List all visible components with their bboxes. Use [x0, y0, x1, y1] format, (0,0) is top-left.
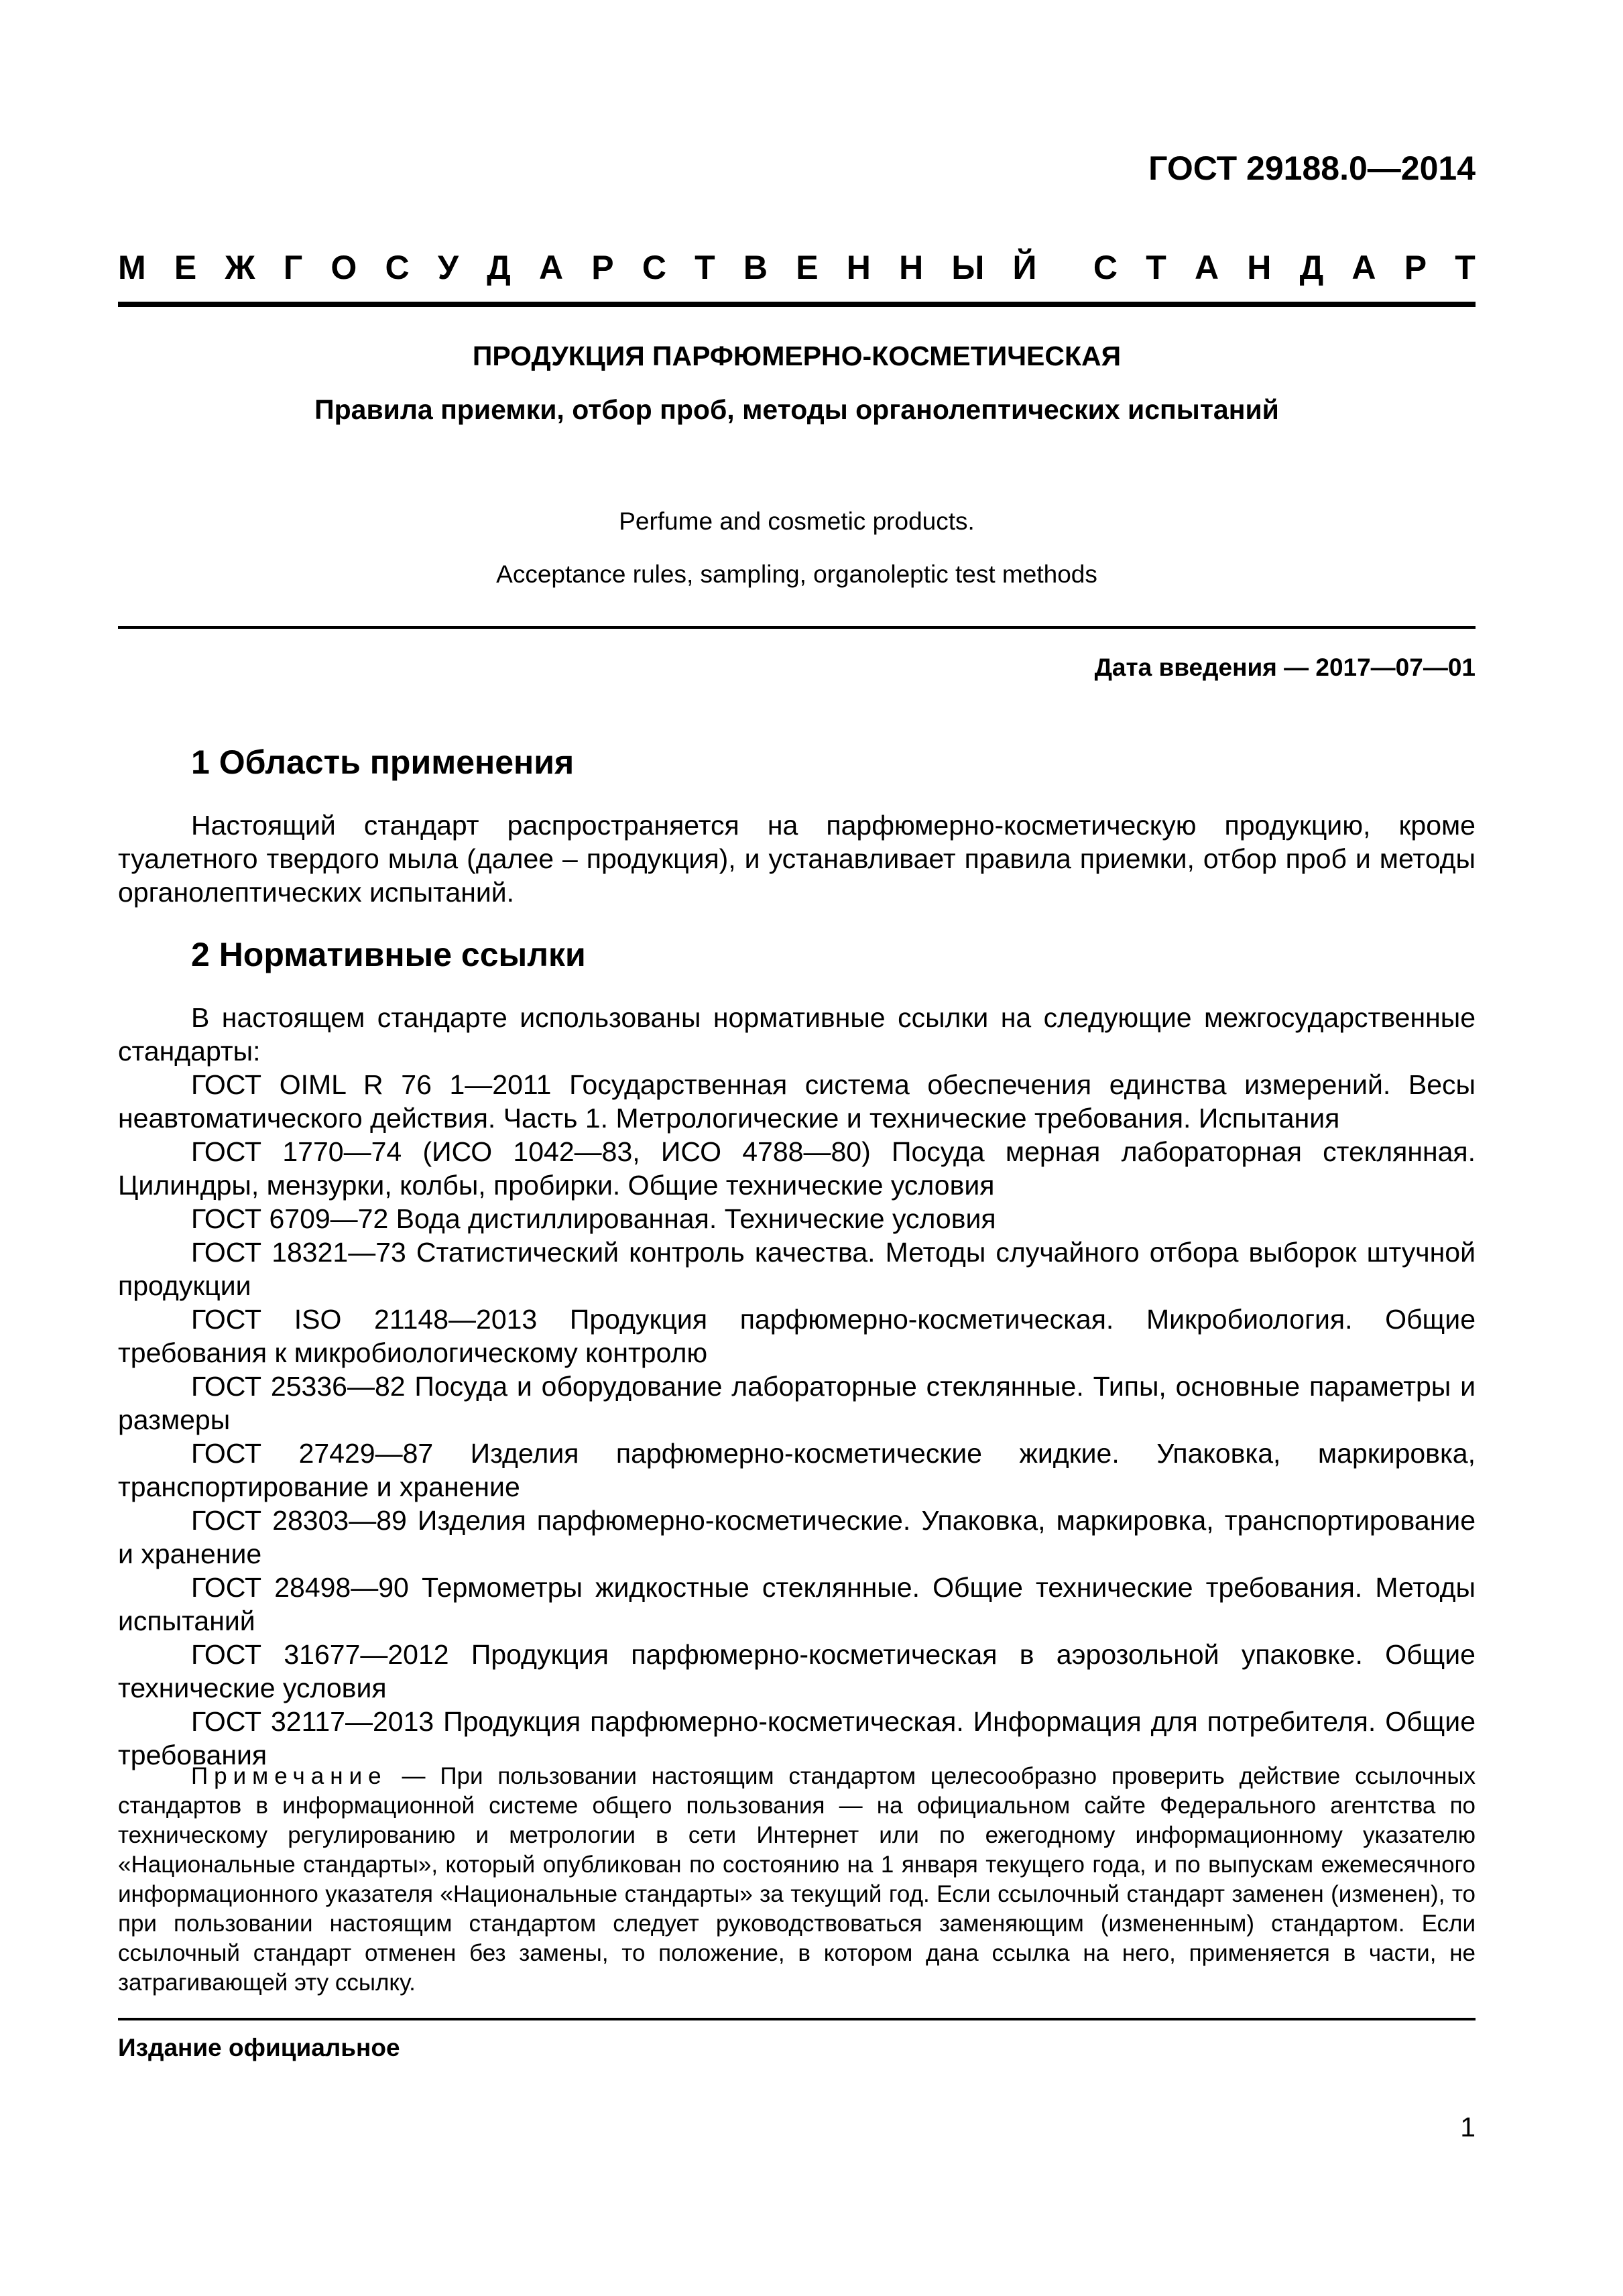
section-2-body	[118, 1001, 1476, 1772]
reference-item: ГОСТ ISO 21148—2013 Продукция парфюмерно-косметическая. Микробиология. Общие требования к микробиологическому контролю	[118, 1304, 1476, 1368]
reference-item: ГОСТ 6709—72 Вода дистиллированная. Технические условия	[191, 1203, 996, 1234]
title-en: Perfume and cosmetic products.	[619, 507, 975, 535]
footer-rule	[118, 2018, 1476, 2020]
reference-item: ГОСТ 18321—73 Статистический контроль качества. Методы случайного отбора выборок штучной продукции	[118, 1237, 1476, 1301]
reference-item: ГОСТ 31677—2012 Продукция парфюмерно-косметическая в аэрозольной упаковке. Общие технические условия	[118, 1639, 1476, 1703]
reference-item: ГОСТ 25336—82 Посуда и оборудование лабораторные стеклянные. Типы, основные параметры и размеры	[118, 1371, 1476, 1435]
section-1-text: Настоящий стандарт распространяется на парфюмерно-косметическую продукцию, кроме туалетного твердого мыла (далее – продукция), и устанавливает правила приемки, отбор проб и методы органолептических испытаний.	[118, 810, 1476, 908]
reference-item: ГОСТ 27429—87 Изделия парфюмерно-косметические жидкие. Упаковка, маркировка, транспортирование и хранение	[118, 1438, 1476, 1502]
standard-type-heading: М Е Ж Г О С У Д А Р С Т В Е Н Н Ы Й С Т А Н Д А Р Т	[118, 249, 1476, 286]
title-rule	[118, 626, 1476, 629]
title-ru: ПРОДУКЦИЯ ПАРФЮМЕРНО-КОСМЕТИЧЕСКАЯ	[472, 341, 1122, 371]
note-label: Примечание	[191, 1763, 387, 1789]
reference-item: ГОСТ 1770—74 (ИСО 1042—83, ИСО 4788—80) Посуда мерная лабораторная стеклянная. Цилиндры, мензурки, колбы, пробирки. Общие технические условия	[118, 1136, 1476, 1201]
reference-item: ГОСТ OIML R 76 1—2011 Государственная система обеспечения единства измерений. Весы неавтоматического действия. Часть 1. Метрологические и технические требования. Испытания	[118, 1069, 1476, 1134]
note-block	[118, 1762, 1476, 1998]
section-1-heading: 1 Область применения	[191, 743, 575, 781]
reference-item: ГОСТ 28303—89 Изделия парфюмерно-косметические. Упаковка, маркировка, транспортирование и хранение	[118, 1505, 1476, 1569]
section-2-intro: В настоящем стандарте использованы нормативные ссылки на следующие межгосударственные стандарты:	[118, 1002, 1476, 1067]
section-1-body	[118, 808, 1476, 909]
top-rule	[118, 302, 1476, 307]
reference-item: ГОСТ 32117—2013 Продукция парфюмерно-косметическая. Информация для потребителя. Общие требования	[118, 1706, 1476, 1770]
reference-item: ГОСТ 28498—90 Термометры жидкостные стеклянные. Общие технические требования. Методы испытаний	[118, 1572, 1476, 1636]
document-code: ГОСТ 29188.0—2014	[1148, 149, 1476, 187]
section-2-heading: 2 Нормативные ссылки	[191, 936, 586, 973]
intro-date: Дата введения — 2017—07—01	[1094, 654, 1476, 681]
subtitle-en: Acceptance rules, sampling, organoleptic test methods	[496, 560, 1097, 588]
subtitle-ru: Правила приемки, отбор проб, методы органолептических испытаний	[314, 394, 1279, 425]
edition-label: Издание официальное	[118, 2034, 400, 2061]
page-number: 1	[1460, 2112, 1476, 2142]
note-text: — При пользовании настоящим стандартом целесообразно проверить действие ссылочных стандартов в информационной системе общего пользования — на официальном сайте Федерального агентства по техническому регулированию и метрологии в сети Интернет или по ежегодному информационному указателю «Национальные стандарты», который опубликован по состоянию на 1 января текущего года, и по выпускам ежемесячного информационного указателя «Национальные стандарты» за текущий год. Если ссылочный стандарт заменен (изменен), то при пользовании настоящим стандартом следует руководствоваться заменяющим (измененным) стандартом. Если ссылочный стандарт отменен без замены, то положение, в котором дана ссылка на него, применяется в части, не затрагивающей эту ссылку.	[118, 1763, 1476, 1996]
